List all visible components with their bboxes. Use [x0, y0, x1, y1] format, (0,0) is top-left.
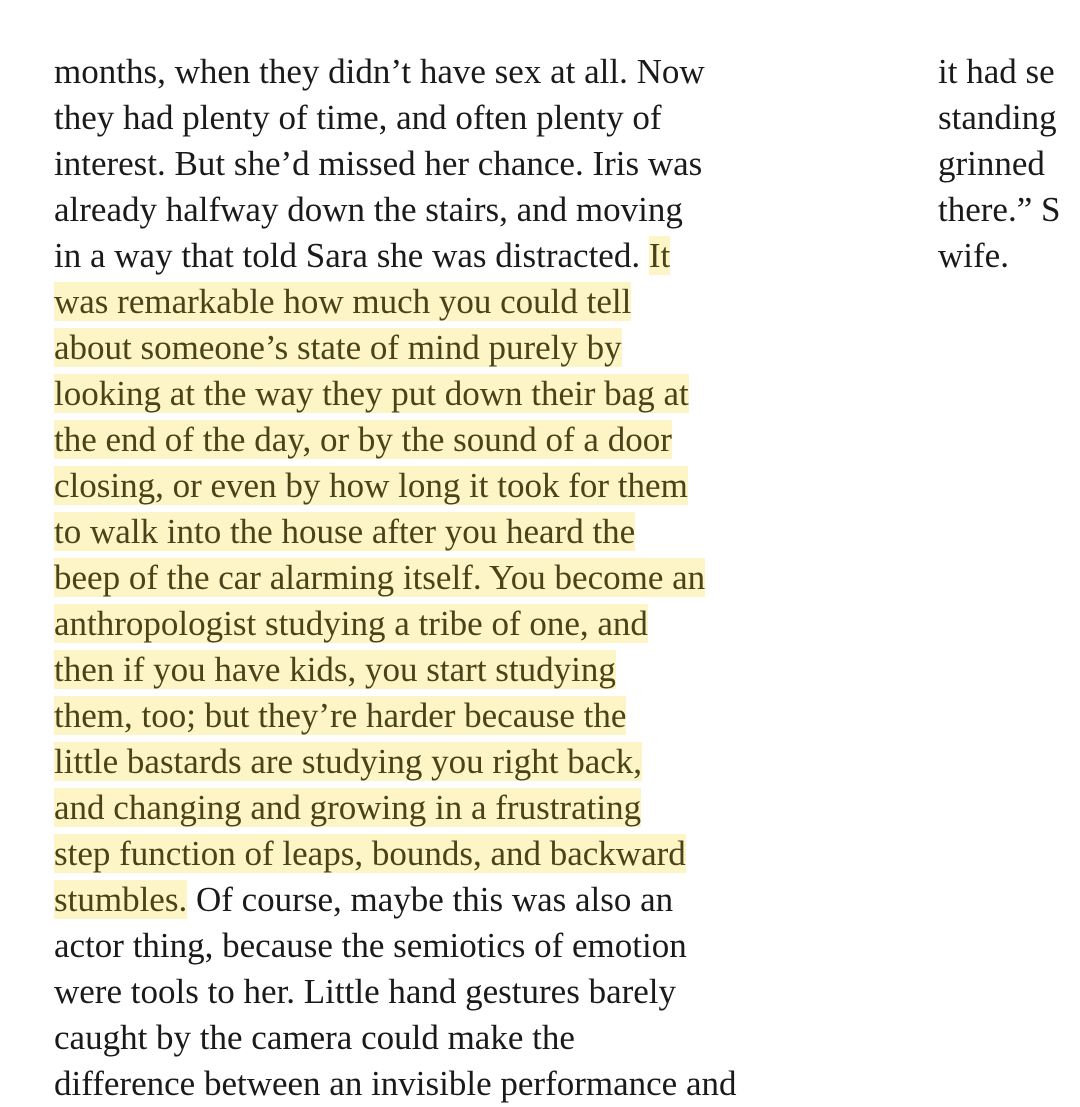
- text-line: [54, 693, 737, 739]
- body-text: Of course, maybe this was also an: [187, 880, 674, 919]
- body-text: already halfway down the stairs, and moving: [54, 190, 683, 229]
- text-line: [54, 233, 737, 279]
- body-text: they had plenty of time, and often plenty of: [54, 98, 662, 137]
- highlighted-text[interactable]: stumbles.: [54, 880, 188, 919]
- text-line: [54, 279, 737, 325]
- body-text: caught by the camera could make the: [54, 1018, 575, 1057]
- left-text-column: [54, 49, 737, 1107]
- body-text: difference between an invisible performance and: [54, 1064, 737, 1103]
- text-line: [54, 325, 737, 371]
- text-line: [54, 877, 737, 923]
- body-text: interest. But she’d missed her chance. Iris was: [54, 144, 703, 183]
- body-text: in a way that told Sara she was distracted.: [54, 236, 649, 275]
- body-text: were tools to her. Little hand gestures barely: [54, 972, 677, 1011]
- text-line: [54, 49, 737, 95]
- text-line: [938, 233, 1060, 279]
- body-text: wife.: [938, 236, 1009, 275]
- right-text-column: [938, 49, 1060, 279]
- text-line: [54, 739, 737, 785]
- highlighted-text[interactable]: little bastards are studying you right back,: [54, 742, 643, 781]
- body-text: there.” S: [938, 190, 1061, 229]
- highlighted-text[interactable]: the end of the day, or by the sound of a door: [54, 420, 672, 459]
- highlighted-text[interactable]: then if you have kids, you start studying: [54, 650, 616, 689]
- body-text: months, when they didn’t have sex at all. Now: [54, 52, 705, 91]
- text-line: [54, 509, 737, 555]
- text-line: [54, 555, 737, 601]
- body-text: standing: [938, 98, 1057, 137]
- text-line: [54, 463, 737, 509]
- highlighted-text[interactable]: step function of leaps, bounds, and backward: [54, 834, 686, 873]
- text-line: [54, 601, 737, 647]
- highlighted-text[interactable]: beep of the car alarming itself. You become an: [54, 558, 706, 597]
- text-line: [54, 831, 737, 877]
- text-line: [54, 187, 737, 233]
- text-line: [54, 1015, 737, 1061]
- text-line: [54, 969, 737, 1015]
- body-text: actor thing, because the semiotics of emotion: [54, 926, 687, 965]
- text-line: [938, 95, 1060, 141]
- body-text: grinned: [938, 144, 1045, 183]
- text-line: [54, 371, 737, 417]
- body-text: it had se: [938, 52, 1055, 91]
- highlighted-text[interactable]: anthropologist studying a tribe of one, and: [54, 604, 648, 643]
- highlighted-text[interactable]: looking at the way they put down their bag at: [54, 374, 689, 413]
- text-line: [54, 785, 737, 831]
- highlighted-text[interactable]: It: [648, 236, 671, 275]
- highlighted-text[interactable]: them, too; but they’re harder because the: [54, 696, 627, 735]
- highlighted-text[interactable]: closing, or even by how long it took for them: [54, 466, 688, 505]
- highlighted-text[interactable]: was remarkable how much you could tell: [54, 282, 632, 321]
- highlighted-text[interactable]: and changing and growing in a frustrating: [54, 788, 642, 827]
- text-line: [54, 417, 737, 463]
- text-line: [54, 923, 737, 969]
- text-line: [54, 647, 737, 693]
- text-line: [54, 141, 737, 187]
- text-line: [938, 141, 1060, 187]
- highlighted-text[interactable]: to walk into the house after you heard the: [54, 512, 636, 551]
- text-line: [938, 49, 1060, 95]
- text-line: [54, 1061, 737, 1107]
- text-line: [54, 95, 737, 141]
- highlighted-text[interactable]: about someone’s state of mind purely by: [54, 328, 622, 367]
- text-line: [938, 187, 1060, 233]
